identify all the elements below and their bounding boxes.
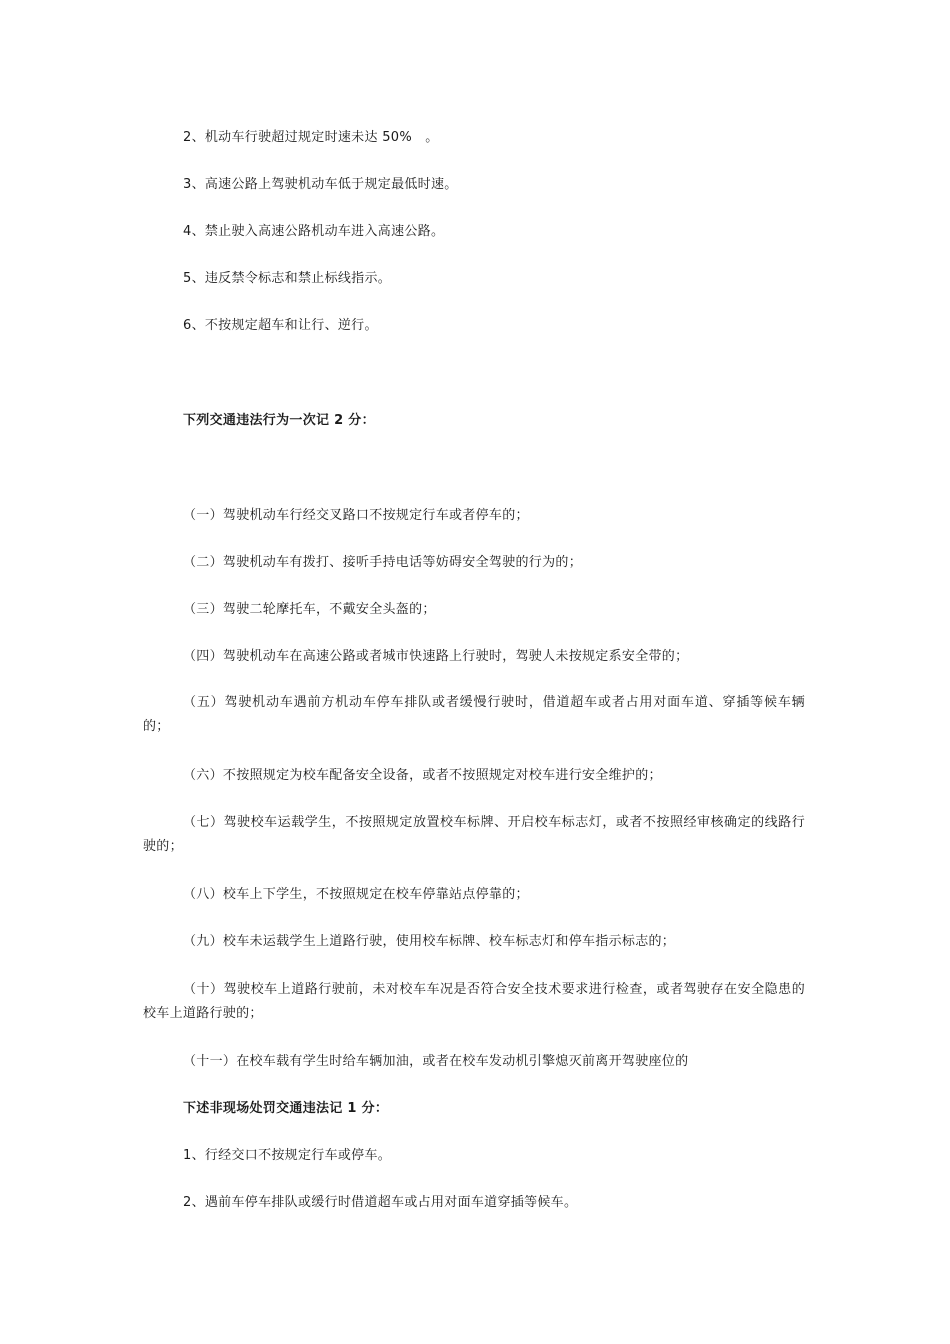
list-item: （五）驾驶机动车遇前方机动车停车排队或者缓慢行驶时，借道超车或者占用对面车道、穿插等候车辆的；: [143, 695, 805, 734]
list-item: 5、违反禁令标志和禁止标线指示。: [183, 271, 392, 286]
section-heading-2-points: 下列交通违法行为一次记 2 分：: [183, 413, 375, 428]
list-item: （一）驾驶机动车行经交叉路口不按规定行车或者停车的；: [183, 508, 529, 523]
list-item: （七）驾驶校车运载学生，不按照规定放置校车标牌、开启校车标志灯，或者不按照经审核确定的线路行驶的；: [143, 815, 805, 854]
list-item: （三）驾驶二轮摩托车，不戴安全头盔的；: [183, 602, 436, 617]
list-item: 1、行经交口不按规定行车或停车。: [183, 1148, 392, 1163]
list-item: （四）驾驶机动车在高速公路或者城市快速路上行驶时，驾驶人未按规定系安全带的；: [183, 649, 689, 664]
list-item: 2、机动车行驶超过规定时速未达 50% 。: [183, 130, 439, 145]
list-item: （六）不按照规定为校车配备安全设备，或者不按照规定对校车进行安全维护的；: [183, 768, 662, 783]
list-item: 6、不按规定超车和让行、逆行。: [183, 318, 378, 333]
list-item: 3、高速公路上驾驶机动车低于规定最低时速。: [183, 177, 458, 192]
list-item: （十）驾驶校车上道路行驶前，未对校车车况是否符合安全技术要求进行检查，或者驾驶存在安全隐患的校车上道路行驶的；: [143, 982, 805, 1021]
section-heading-1-point: 下述非现场处罚交通违法记 1 分：: [183, 1101, 389, 1116]
list-item: （二）驾驶机动车有拨打、接听手持电话等妨碍安全驾驶的行为的；: [183, 555, 583, 570]
list-item: （九）校车未运载学生上道路行驶，使用校车标牌、校车标志灯和停车指示标志的；: [183, 934, 676, 949]
list-item: （八）校车上下学生，不按照规定在校车停靠站点停靠的；: [183, 887, 529, 902]
list-item: （十一）在校车载有学生时给车辆加油，或者在校车发动机引擎熄灭前离开驾驶座位的: [183, 1054, 689, 1069]
list-item: 4、禁止驶入高速公路机动车进入高速公路。: [183, 224, 445, 239]
list-item: 2、遇前车停车排队或缓行时借道超车或占用对面车道穿插等候车。: [183, 1195, 578, 1210]
